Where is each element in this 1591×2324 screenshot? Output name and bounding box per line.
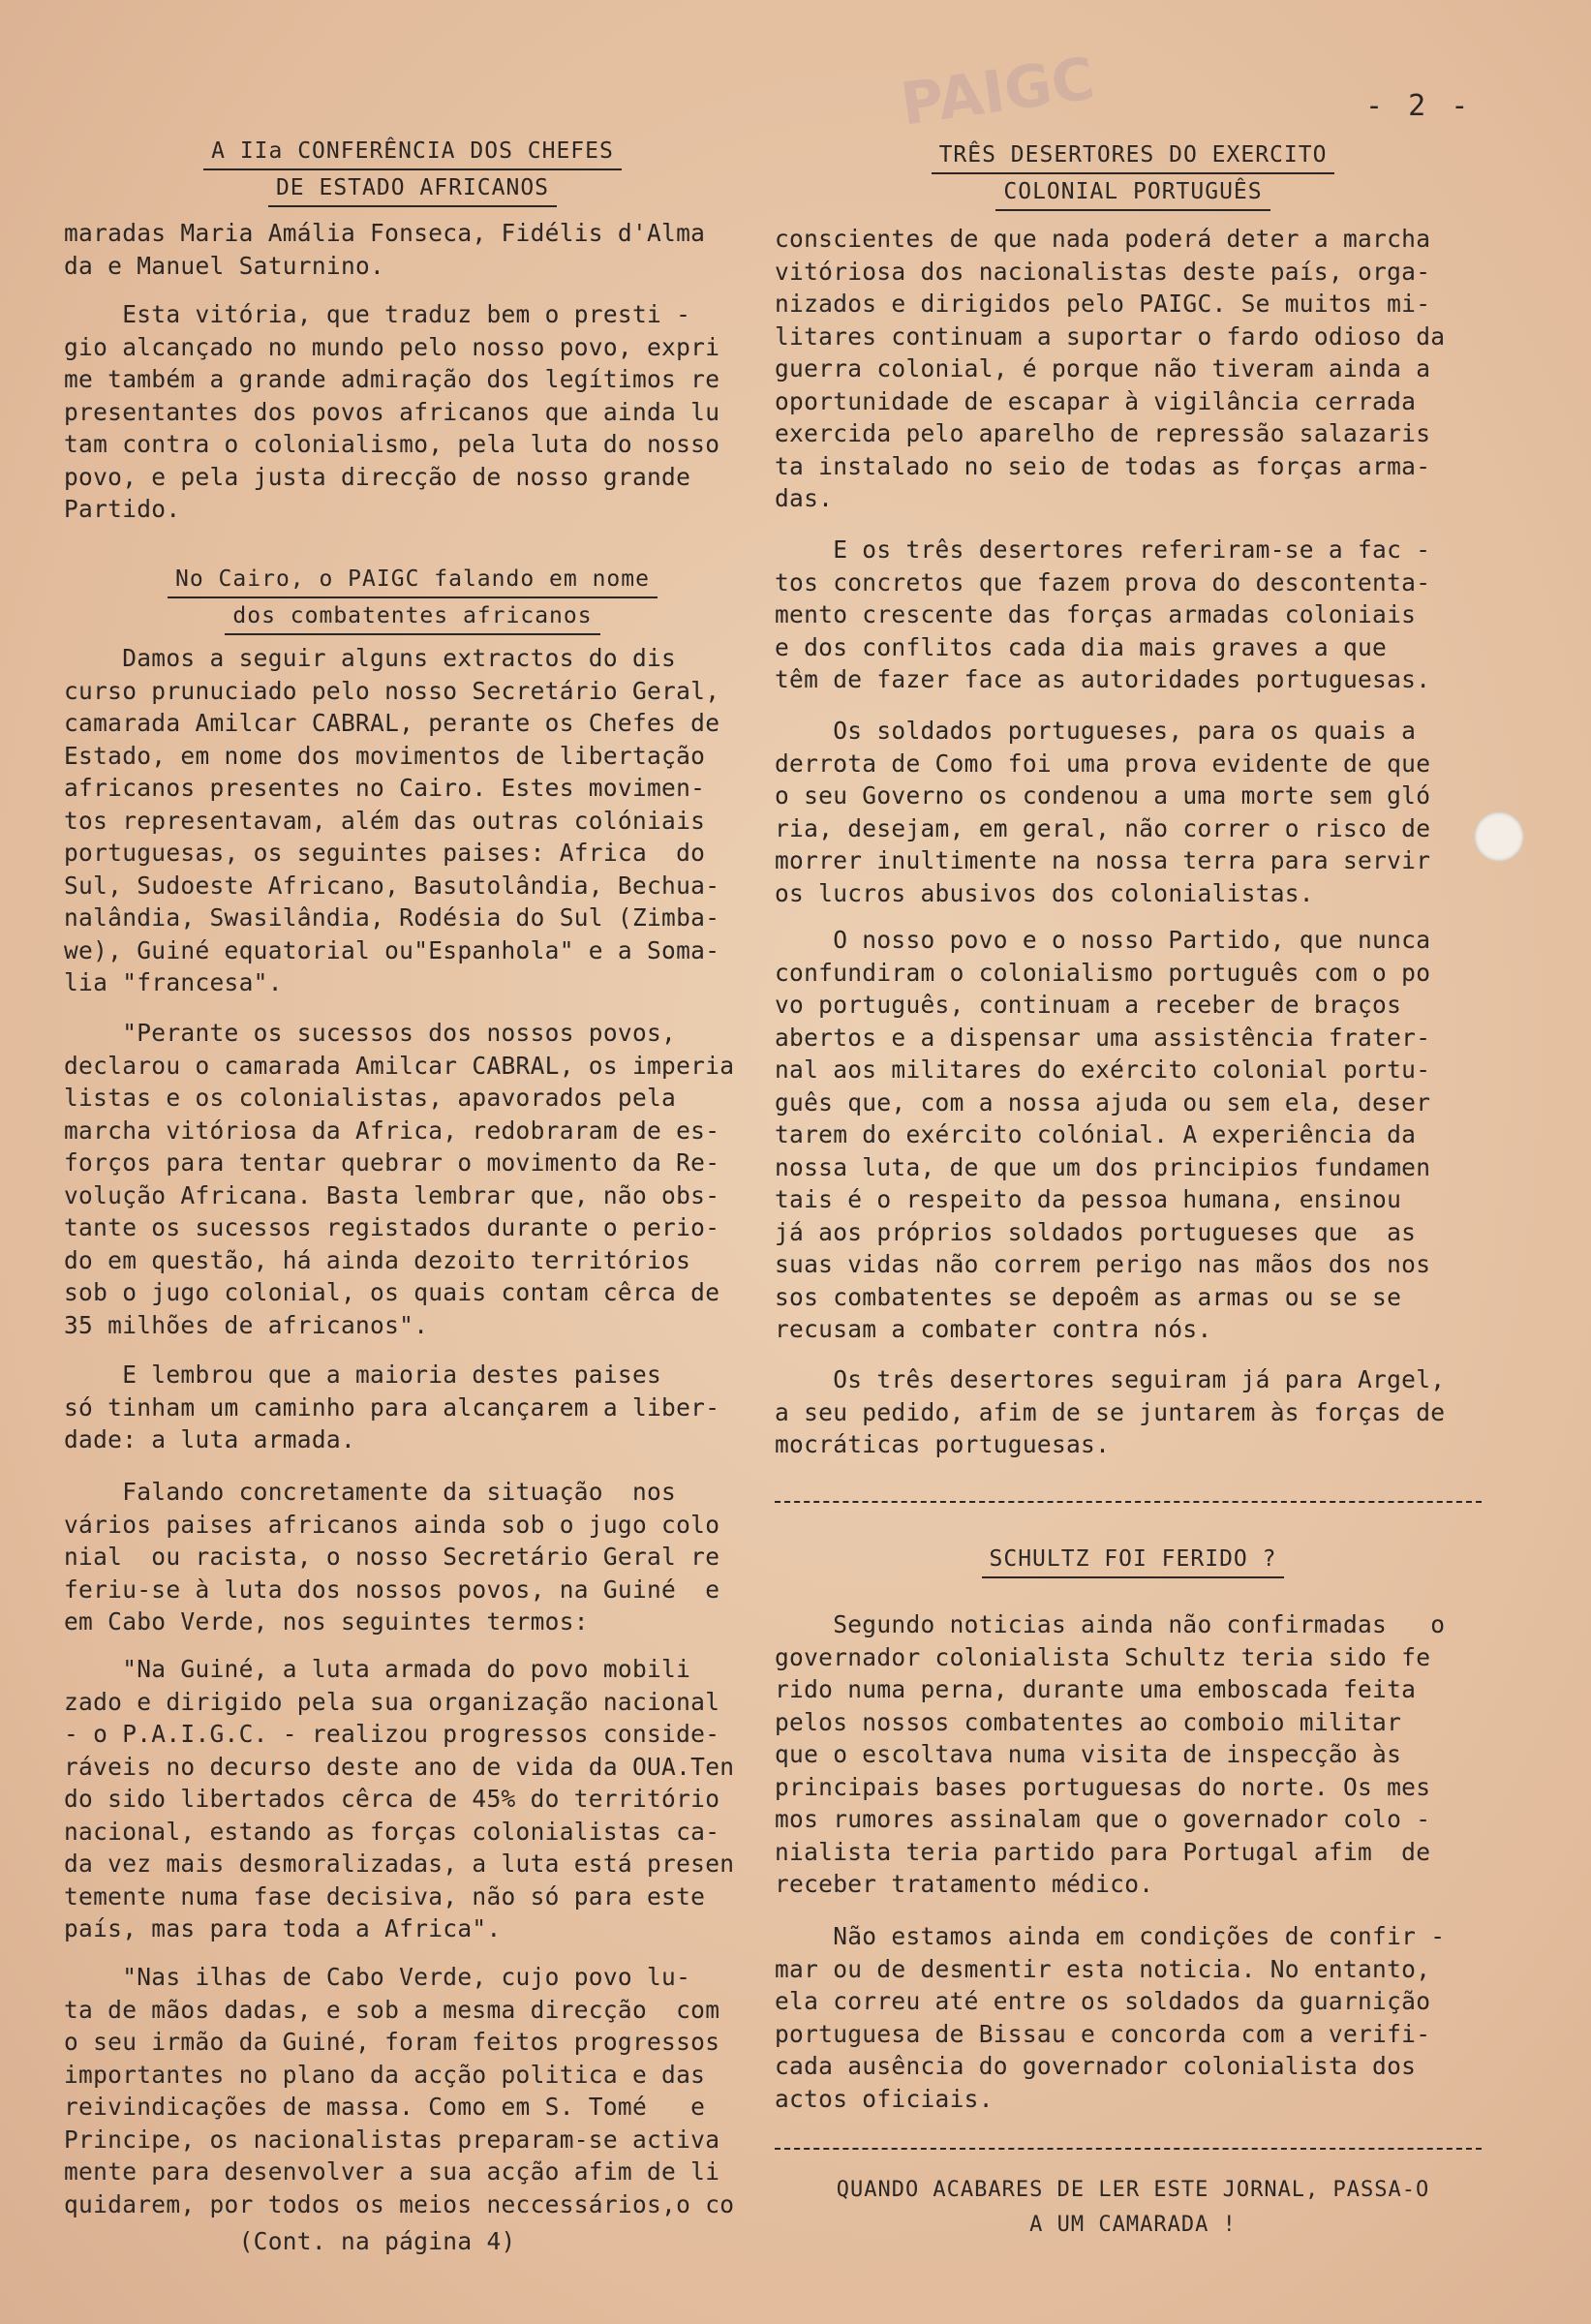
footer-line-2: A UM CAMARADA ! [1029,2213,1237,2237]
conference-heading-line-1: A IIa CONFERÊNCIA DOS CHEFES [203,134,622,170]
cairo-para-3: E lembrou que a maioria destes paises só tinham um caminho para alcançarem a liber- dade: a luta armada. [64,1361,720,1453]
cairo-para-5: "Na Guiné, a luta armada do povo mobili zado e dirigido pela sua organização nacional - o P.A.I.G.C. - realizou progressos conside- ráveis no decurso deste ano de vida da OUA.Ten do sido libertados cêrca de 45% do território nacional, estando as forças colonialistas ca- da vez mais desmoralizadas, a luta está presen temente numa fase decisiva, não só para este país, mas para toda a Africa". [64,1655,735,1942]
section-divider-2 [775,2148,1482,2150]
deserters-para-5: Os três desertores seguiram já para Argel, a seu pedido, afim de se juntarem às forças de mocráticas portuguesas. [775,1365,1446,1458]
conference-para-1: maradas Maria Amália Fonseca, Fidélis d'Alma da e Manuel Saturnino. [64,219,706,280]
footer-note [794,2173,1472,2243]
section-divider-1 [775,1501,1482,1503]
deserters-para-1: conscientes de que nada poderá deter a marcha vitóriosa dos nacionalistas deste país, orga- nizados e dirigidos pelo PAIGC. Se muitos mi- litares continuam a suportar o fardo odioso da guerra colonial, é porque não tiveram ainda a oportunidade de escapar à vigilância cerrada exercida pelo aparelho de repressão salazaris ta instalado no seio de todas as forças arma- das. [775,225,1446,512]
conference-para-2: Esta vitória, que traduz bem o presti - gio alcançado no mundo pelo nosso povo, expri me também a grande admiração dos legítimos re presentantes dos povos africanos que ainda lu tam contra o colonialismo, pela luta do nosso povo, e pela justa direcção de nosso grande Partido. [64,300,720,523]
deserters-para-4: O nosso povo e o nosso Partido, que nunca confundiram o colonialismo português com o po vo português, continuam a receber de braços abertos e a dispensar uma assistência frater- nal aos militares do exército colonial portu- guês que, com a nossa ajuda ou sem ela, deser tarem do exército colónial. A experiência da nossa luta, de que um dos principios fundamen tais é o respeito da pessoa humana, ensinou já aos próprios soldados portugueses que as suas vidas não correm perigo nas mãos dos nos sos combatentes se depoêm as armas ou se se recusam a combater contra nós. [775,926,1431,1343]
continued-note: (Cont. na página 4) [64,2227,516,2255]
schultz-para-1: Segundo noticias ainda não confirmadas o governador colonialista Schultz teria sido fe rido numa perna, durante uma emboscada feita pelos nossos combatentes ao comboio militar que o escoltava numa visita de inspecção às principais bases portuguesas do norte. Os mes mos rumores assinalam que o governador colo - nialista teria partido para Portugal afim de receber tratamento médico. [775,1610,1446,1898]
schultz-para-2: Não estamos ainda em condições de confir - mar ou de desmentir esta noticia. No entanto, ela correu até entre os soldados da guarnição portuguesa de Bissau e concorda com a verifi- cada ausência do governador colonialista dos actos oficiais. [775,1922,1446,2113]
schultz-heading-line-1: SCHULTZ FOI FERIDO ? [982,1542,1285,1578]
cairo-heading-line-2: dos combatentes africanos [225,598,599,635]
footer-line-1: QUANDO ACABARES DE LER ESTE JORNAL, PASSA-O [836,2178,1430,2202]
cairo-heading [122,562,703,635]
cairo-para-4: Falando concretamente da situação nos vários paises africanos ainda sob o jugo colo nial ou racista, o nosso Secretário Geral re feriu-se à luta dos nossos povos, na Guiné e em Cabo Verde, nos seguintes termos: [64,1478,720,1636]
schultz-heading [833,1542,1433,1578]
conference-heading-line-2: DE ESTADO AFRICANOS [268,170,557,207]
deserters-heading-line-2: COLONIAL PORTUGUÊS [995,174,1270,211]
faded-stamp-watermark: PAIGC [897,45,1099,139]
page-number: - 2 - [1365,89,1473,123]
cairo-para-1: Damos a seguir alguns extractos do dis curso prunuciado pelo nosso Secretário Geral, camarada Amilcar CABRAL, perante os Chefes de Estado, em nome dos movimentos de libertação africanos presentes no Cairo. Estes movimen- tos representavam, além das outras colóniais portuguesas, os seguintes paises: Africa do Sul, Sudoeste Africano, Basutolândia, Bechua- nalândia, Swasilândia, Rodésia do Sul (Zimba- we), Guiné equatorial ou"Espanhola" e a Soma- lia "francesa". [64,644,720,996]
punch-hole [1474,811,1524,862]
cairo-para-6: "Nas ilhas de Cabo Verde, cujo povo lu- ta de mãos dadas, e sob a mesma direcção com o seu irmão da Guiné, foram feitos progressos importantes no plano da acção politica e das reivindicações de massa. Como em S. Tomé e Principe, os nacionalistas preparam-se activa mente para desenvolver a sua acção afim de li quidarem, por todos os meios neccessários,o co [64,1963,735,2218]
deserters-heading [833,138,1433,211]
cairo-para-2: "Perante os sucessos dos nossos povos, declarou o camarada Amilcar CABRAL, os imperia listas e os colonialistas, apavorados pela marcha vitóriosa da Africa, redobraram de es- forços para tentar quebrar o movimento da Re- volução Africana. Basta lembrar que, não obs- tante os sucessos registados durante o perio- do em questão, há ainda dezoito territórios sob o jugo colonial, os quais contam cêrca de 35 milhões de africanos". [64,1019,735,1339]
conference-heading [122,134,703,207]
deserters-para-2: E os três desertores referiram-se a fac - tos concretos que fazem prova do descontenta- mento crescente das forças armadas coloniais e dos conflitos cada dia mais graves a que têm de fazer face as autoridades portuguesas. [775,535,1431,693]
deserters-para-3: Os soldados portugueses, para os quais a derrota de Como foi uma prova evidente de que o seu Governo os condenou a uma morte sem gló ria, desejam, em geral, não correr o risco de morrer inultimente na nossa terra para servir os lucros abusivos dos colonialistas. [775,717,1431,907]
cairo-heading-line-1: No Cairo, o PAIGC falando em nome [168,562,658,598]
deserters-heading-line-1: TRÊS DESERTORES DO EXERCITO [932,138,1335,174]
